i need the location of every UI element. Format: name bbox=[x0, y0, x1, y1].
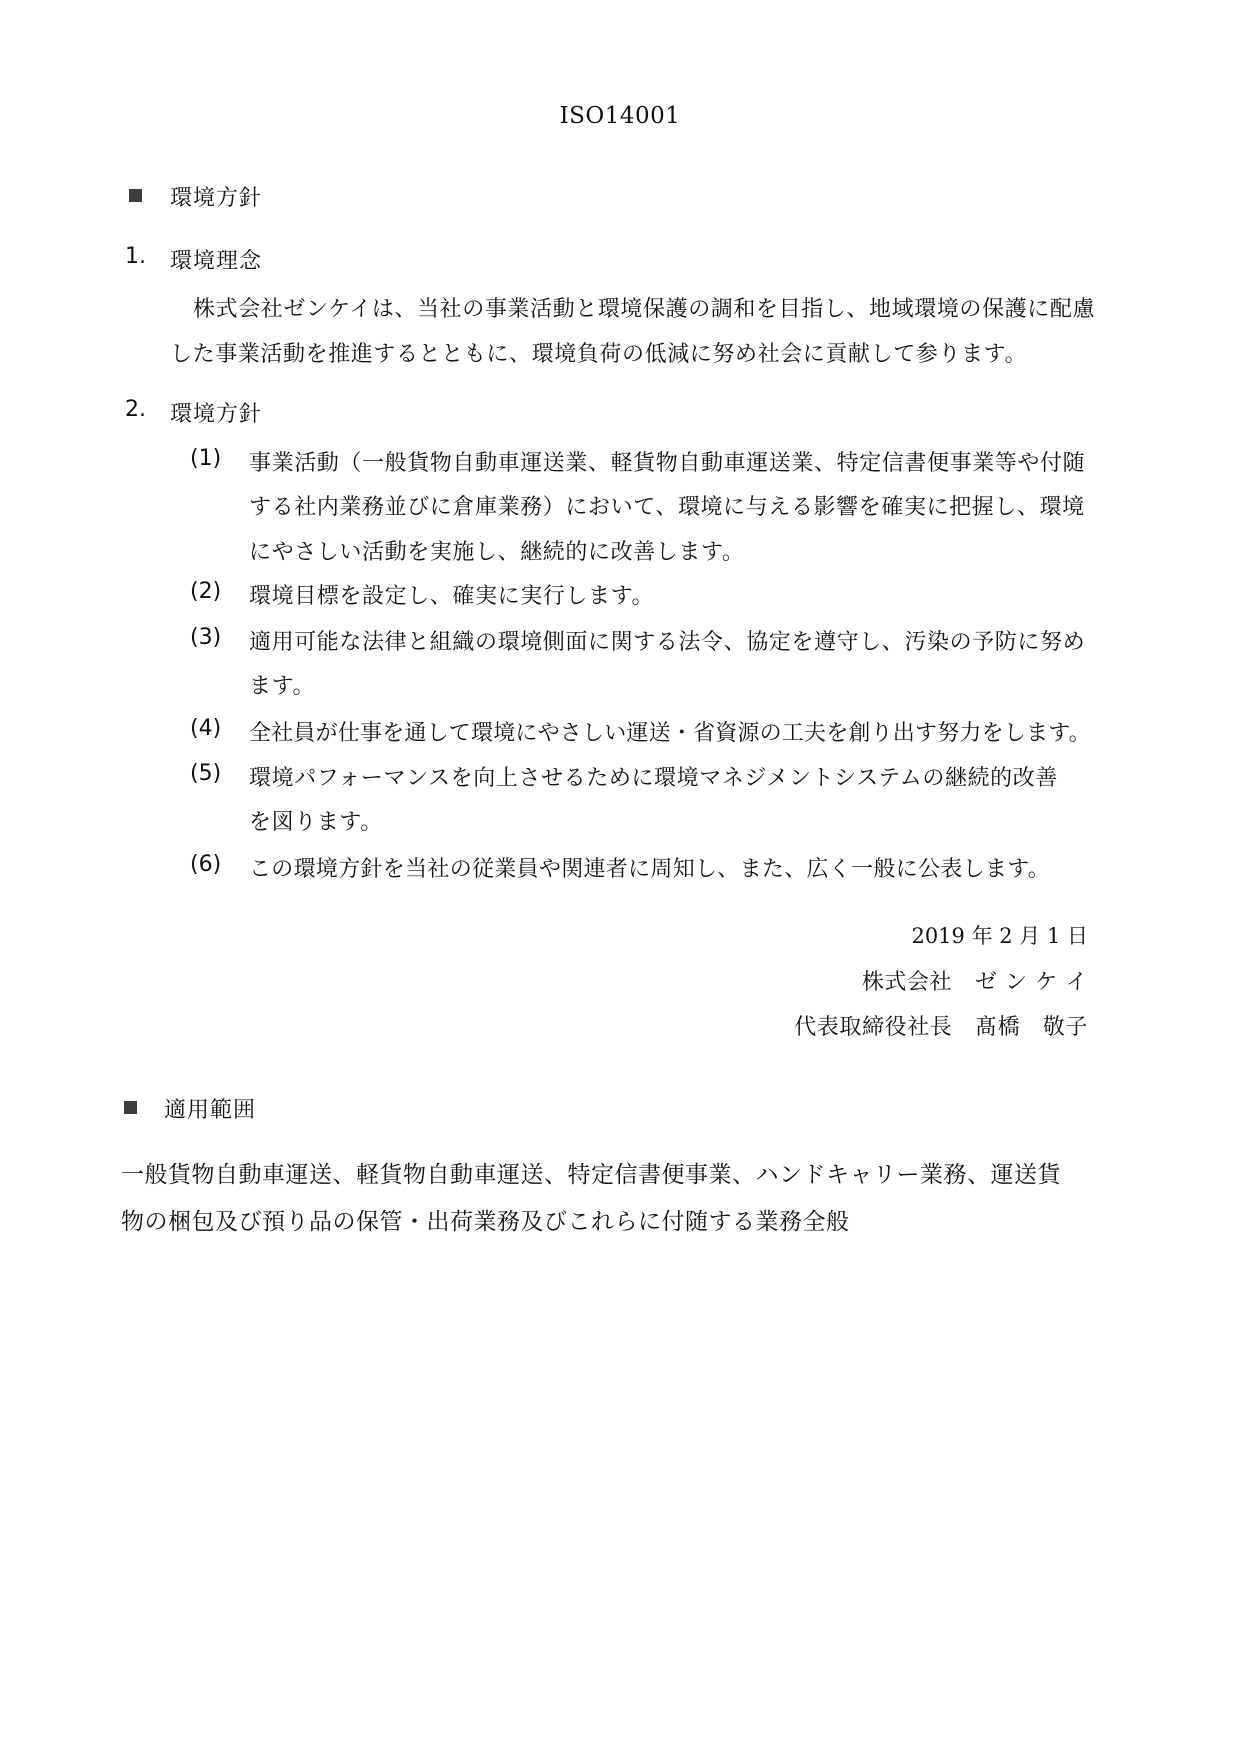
item-heading-philosophy: 環境理念 bbox=[170, 249, 263, 274]
subitem-line: にやさしい活動を実施し、継続的に改善します。 bbox=[249, 540, 745, 565]
signature-company: 株式会社 ゼ ン ケ イ bbox=[861, 970, 1088, 995]
subitem-line: 適用可能な法律と組織の環境側面に関する法令、協定を遵守し、汚染の予防に努め bbox=[249, 630, 1086, 655]
subitem-line: 環境目標を設定し、確実に実行します。 bbox=[249, 584, 655, 609]
item-number-1: 1. bbox=[125, 244, 146, 269]
subitem-number: (4) bbox=[190, 716, 222, 741]
subitem-number: (1) bbox=[190, 446, 222, 471]
section-heading-scope: 適用範囲 bbox=[164, 1098, 257, 1123]
subitem-number: (6) bbox=[190, 852, 222, 877]
subitem-line: 事業活動（一般貨物自動車運送業、軽貨物自動車運送業、特定信書便事業等や付随 bbox=[249, 451, 1086, 476]
subitem-line: 環境パフォーマンスを向上させるために環境マネジメントシステムの継続的改善 bbox=[249, 766, 1058, 791]
section-bullet-icon bbox=[124, 1101, 137, 1114]
subitem-number: (5) bbox=[190, 761, 222, 786]
scope-line: 物の梱包及び預り品の保管・出荷業務及びこれらに付随する業務全般 bbox=[121, 1209, 850, 1235]
subitem-line: 全社員が仕事を通して環境にやさしい運送・省資源の工夫を創り出す努力をします。 bbox=[249, 721, 1091, 746]
item-heading-policy: 環境方針 bbox=[170, 402, 263, 427]
section-heading-policy: 環境方針 bbox=[170, 186, 263, 211]
subitem-line: を図ります。 bbox=[249, 810, 383, 835]
section-bullet-icon bbox=[129, 189, 142, 202]
signature-representative: 代表取締役社長 髙橋 敬子 bbox=[794, 1015, 1088, 1040]
philosophy-line: した事業活動を推進するとともに、環境負荷の低減に努め社会に貢献して参ります。 bbox=[170, 342, 1028, 367]
subitem-line: この環境方針を当社の従業員や関連者に周知し、また、広く一般に公表します。 bbox=[249, 857, 1051, 882]
item-number-2: 2. bbox=[125, 397, 146, 422]
subitem-line: する社内業務並びに倉庫業務）において、環境に与える影響を確実に把握し、環境 bbox=[249, 495, 1085, 520]
philosophy-line: 株式会社ゼンケイは、当社の事業活動と環境保護の調和を目指し、地域環境の保護に配慮 bbox=[193, 297, 1096, 322]
scope-line: 一般貨物自動車運送、軽貨物自動車運送、特定信書便事業、ハンドキャリー業務、運送貨 bbox=[121, 1162, 1061, 1188]
document-title: ISO14001 bbox=[559, 103, 681, 129]
subitem-number: (3) bbox=[190, 625, 222, 650]
signature-date: 2019 年 2 月 1 日 bbox=[911, 924, 1088, 948]
subitem-number: (2) bbox=[190, 579, 222, 604]
subitem-line: ます。 bbox=[249, 674, 316, 699]
